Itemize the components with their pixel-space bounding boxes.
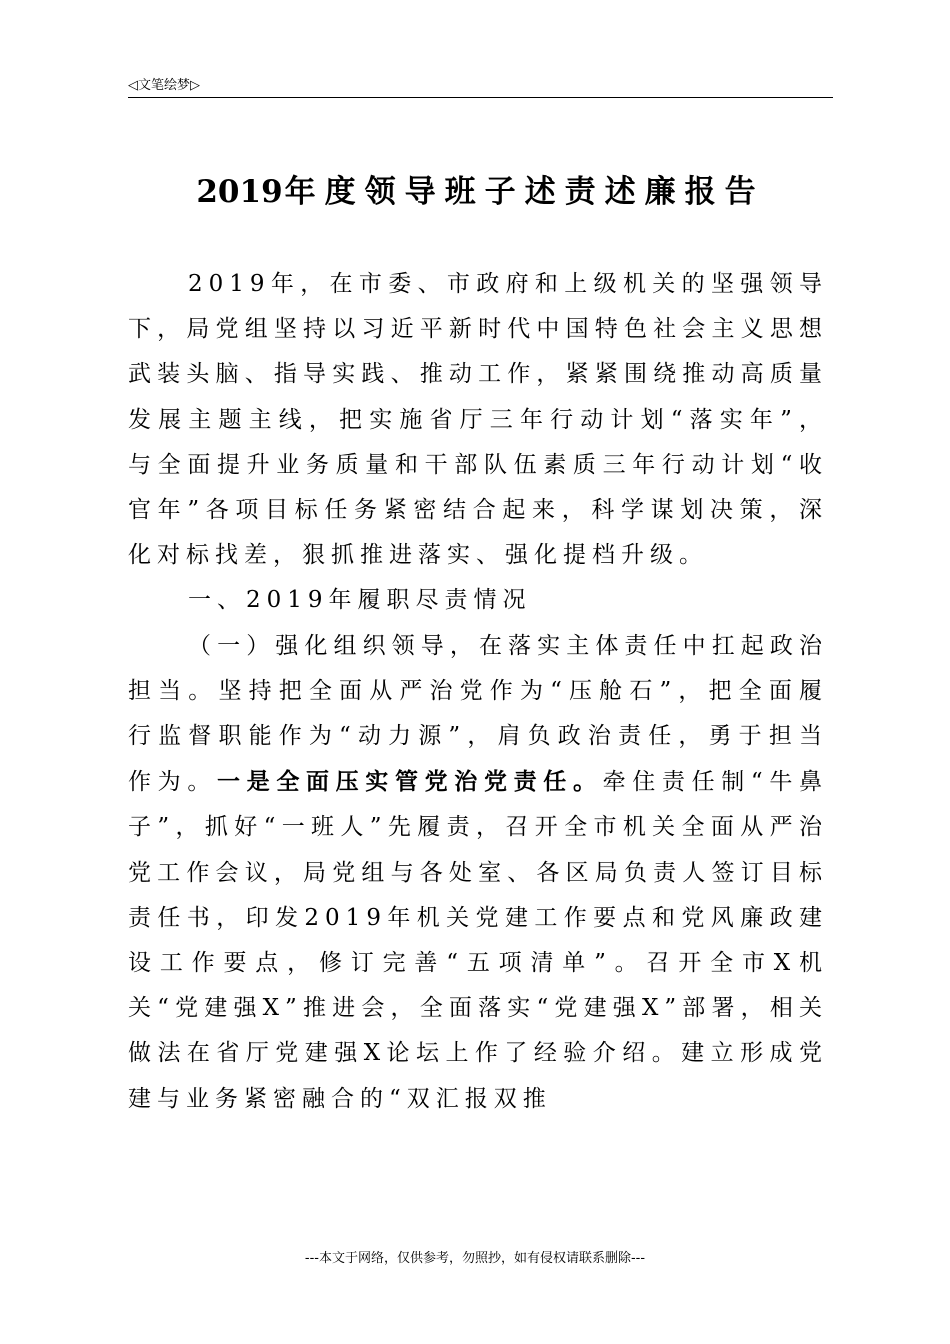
title-year: 2019	[196, 174, 283, 210]
document-title	[128, 170, 833, 214]
bold-point-1: 一是全面压实管党治党责任。	[217, 768, 603, 796]
subsection-text-1: 坚持把全面从严治党作为“压舱石”，把全面履行监督职能作为“动力源”，肩负政治责任，勇于担当作为。	[128, 677, 828, 796]
subsection-text-2: 牵住责任制“牛鼻子”，抓好“一班人”先履责，召开全市机关全面从严治党工作会议，局党组与各处室、各区局负责人签订目标责任书，印发2019年机关党建工作要点和党风廉政建设工作要点，修订完善“五项清单”。召开全市X机关“党建强X”推进会，全面落实“党建强X”部署，相关做法在省厅党建强X论坛上作了经验介绍。建立形成党建与业务紧密融合的“双汇报双推	[128, 769, 829, 1112]
subsection-paragraph-1	[128, 624, 828, 1122]
document-body	[128, 262, 828, 1122]
section-heading-1: 一、2019年履职尽责情况	[188, 587, 532, 614]
title-text: 年度领导班子述责述廉报告	[284, 174, 765, 210]
header-label: ◁文笔绘梦▷	[128, 78, 200, 93]
intro-paragraph: 2019年，在市委、市政府和上级机关的坚强领导下，局党组坚持以习近平新时代中国特色社会主义思想武装头脑、指导实践、推动工作，紧紧围绕推动高质量发展主题主线，把实施省厅三年行动计划“落实年”，与全面提升业务质量和干部队伍素质三年行动计划“收官年”各项目标任务紧密结合起来，科学谋划决策，深化对标找差，狠抓推进落实、强化提档升级。	[128, 271, 828, 569]
footer-disclaimer: ---本文于网络，仅供参考，勿照抄，如有侵权请联系删除---	[304, 1251, 646, 1266]
header-rule	[128, 97, 833, 98]
subsection-heading-1: （一）强化组织领导，在落实主体责任中扛起政治担当。	[128, 632, 828, 704]
